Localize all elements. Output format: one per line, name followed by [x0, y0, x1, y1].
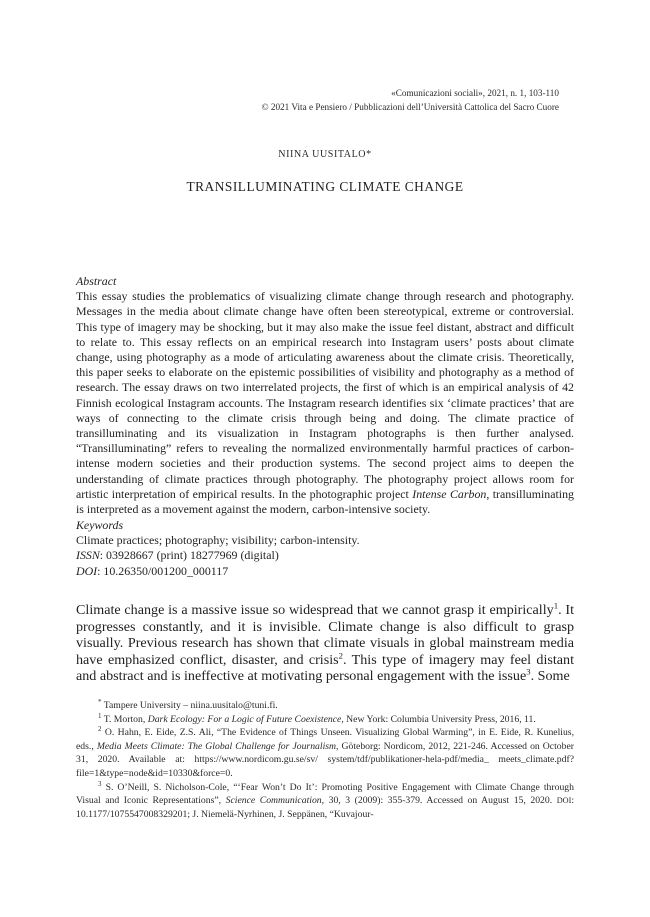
- body-sentence: . Some: [530, 668, 570, 685]
- footnotes-section: [76, 699, 574, 821]
- author-name: NIINA UUSITALO*: [278, 149, 372, 160]
- issn-label: ISSN: [76, 548, 100, 563]
- body-paragraph: [76, 602, 574, 685]
- footnote-3: [76, 781, 574, 822]
- footnote-mark: 3: [98, 779, 102, 788]
- footnote-ref[interactable]: 1: [553, 600, 559, 611]
- doi-line: [76, 564, 574, 579]
- footnote-mark: 2: [98, 724, 102, 733]
- body-sentence: Climate change is a massive issue so widespread that we cannot grasp it empirically: [76, 602, 554, 618]
- footnote-text: S. O’Neill, S. Nicholson-Cole, “‘Fear Won’t Do It’: Promoting Positive Engagement with Climate Change through Visual and Iconic Representations”,: [76, 781, 574, 807]
- footnote-book-title: Dark Ecology: For a Logic of Future Coexistence: [147, 713, 342, 725]
- footnote-mark: 1: [98, 711, 102, 720]
- keywords-section: [76, 518, 574, 579]
- project-title: Intense Carbon: [412, 486, 487, 501]
- abstract-section: [76, 274, 574, 517]
- abstract-text-part: This essay studies the problematics of visualizing climate change through research and photography. Messages in the media about climate change have often been stereotypical, extreme or controversial. This type of imagery may be shocking, but it may also make the issue feel distant, abstract and difficult to relate to. This essay reflects on an empirical research into Instagram users’ posts about climate change, using photography as a mode of articulating awareness about the climate crisis. Theoretically, this paper seeks to elaborate on the epistemic possibilities of visibility and photography as a method of research. The essay draws on two interrelated projects, the first of which is an empirical analysis of 42 Finnish ecological Instagram accounts. The Instagram research identifies six ‘climate practices’ that are ways of connecting to the climate crisis through being and doing. The climate practice of transilluminating and its visualization in Instagram photographs is then further analysed. “Transilluminating” refers to revealing the normalized environmentally harmful practices of carbon-intense modern societies and their production systems. The second project aims to deepen the understanding of climate practices through photography. The photography project allows room for artistic interpretation of empirical results. In the photographic project: [76, 289, 574, 501]
- running-header: [262, 86, 559, 114]
- body-sentence: . It progresses constantly, and it is invisible. Climate change is also difficult to grasp visually. Previous research has shown that climate visuals in global mainstream media have emphasized conflict, disaster, and crisis: [76, 602, 575, 668]
- footnote-1: [76, 713, 574, 727]
- footnote-book-title: Media Meets Climate: The Global Challenge for Journalism: [96, 740, 337, 752]
- footnote-ref[interactable]: 2: [338, 650, 343, 661]
- footnote-text: , 30, 3 (2009): 355-379. Accessed on August 15, 2020.: [321, 795, 557, 807]
- footnote-text: , Göteborg: Nordicom, 2012, 221-246. Accessed on October 31, 2020. Available at: https://www.nordicom.gu.se/sv/ system/tdf/publikationer-hela-pdf/media_ meets_climate.pdf?file=1&type=node&id=10330&force=0.: [76, 740, 574, 779]
- footnote-text: T. Morton,: [103, 713, 148, 725]
- footnote-text: : 10.1177/1075547008329201; J. Niemelä-Nyrhinen, J. Seppänen, “Kuvajour-: [76, 795, 575, 820]
- footnote-mark: *: [98, 697, 102, 706]
- issn-line: [76, 548, 574, 563]
- body-sentence: . This type of imagery may feel distant and abstract and is ineffective at motivating personal engagement with the issue: [76, 651, 574, 685]
- copyright-notice: © 2021 Vita e Pensiero / Pubblicazioni dell’Università Cattolica del Sacro Cuore: [261, 102, 559, 112]
- doi-value: : 10.26350/001200_000117: [97, 563, 229, 578]
- footnote-2: [76, 726, 574, 780]
- footnote-ref[interactable]: 3: [526, 666, 531, 677]
- abstract-heading: Abstract: [76, 274, 117, 288]
- footnote-text: O. Hahn, E. Eide, Z.S. Ali, “The Evidence of Things Unseen. Visualizing Global Warming”, in E. Eide, R. Kunelius, eds.,: [76, 727, 575, 752]
- article-title: TRANSILLUMINATING CLIMATE CHANGE: [186, 179, 464, 194]
- abstract-text: [76, 289, 574, 517]
- footnote-journal-title: Science Communication: [225, 795, 322, 807]
- doi-label: DOI: [76, 563, 98, 578]
- footnote-text: Tampere University – niina.uusitalo@tuni.fi.: [103, 700, 278, 711]
- keywords-list: Climate practices; photography; visibility; carbon-intensity.: [76, 533, 360, 548]
- keywords-heading: Keywords: [76, 518, 124, 532]
- issn-value: : 03928667 (print) 18277969 (digital): [99, 548, 279, 563]
- doi-label: DOI: [556, 796, 572, 806]
- journal-citation: «Comunicazioni sociali», 2021, n. 1, 103-110: [391, 88, 559, 98]
- abstract-text-part: , transilluminating is interpreted as a movement against the modern, carbon-intensive society.: [76, 486, 574, 517]
- footnote-text: , New York: Columbia University Press, 2016, 11.: [341, 713, 536, 725]
- footnote-author: [76, 699, 574, 713]
